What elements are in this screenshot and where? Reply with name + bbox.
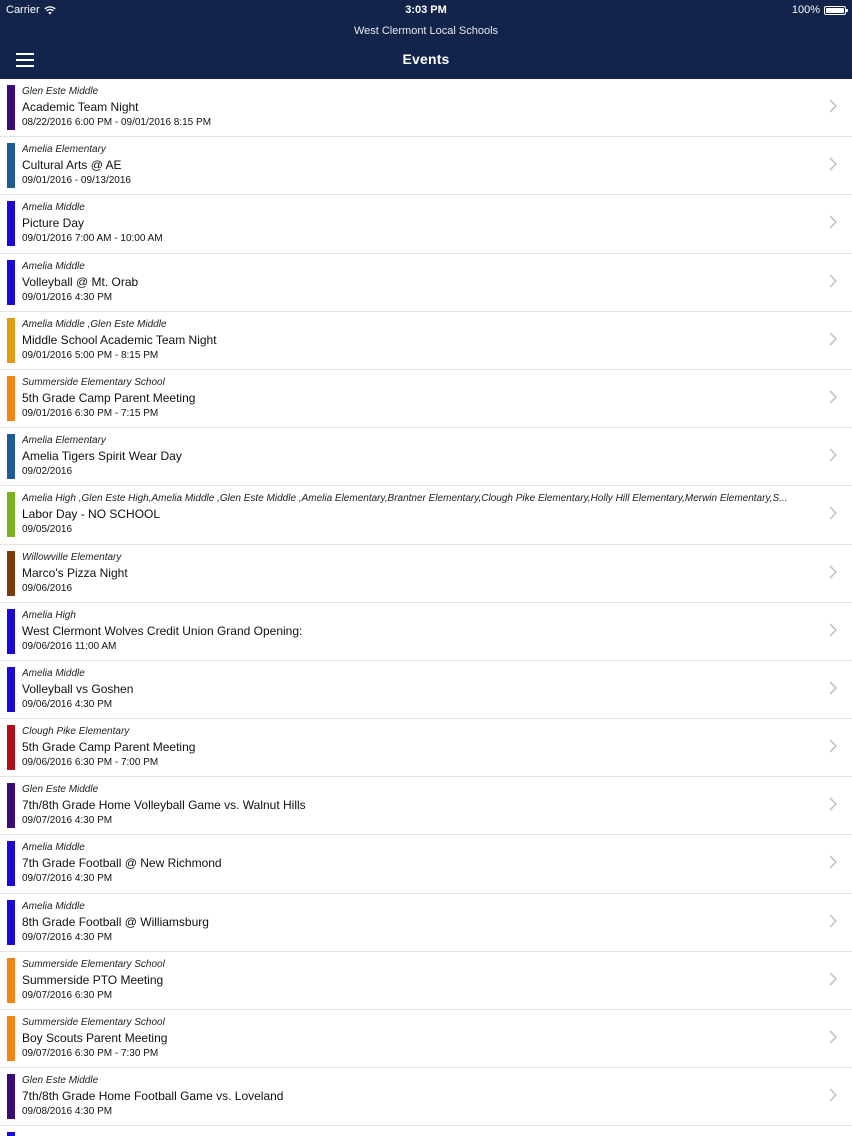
event-row[interactable] <box>0 719 852 777</box>
chevron-right-icon <box>828 914 838 928</box>
chevron-right-icon <box>828 797 838 811</box>
event-title: 8th Grade Football @ Williamsburg <box>22 914 209 929</box>
chevron-right-icon <box>828 972 838 986</box>
event-title: Cultural Arts @ AE <box>22 158 122 173</box>
chevron-right-icon <box>828 332 838 346</box>
school-color-bar <box>7 143 15 188</box>
event-school: Amelia Middle <box>22 667 85 679</box>
chevron-right-icon <box>828 1030 838 1044</box>
event-title: Academic Team Night <box>22 100 139 114</box>
event-row[interactable] <box>0 254 852 312</box>
chevron-right-icon <box>828 681 838 695</box>
event-row[interactable] <box>0 370 852 428</box>
chevron-right-icon <box>828 215 838 229</box>
event-title: 7th/8th Grade Home Volleyball Game vs. Walnut Hills <box>22 798 306 813</box>
event-row[interactable] <box>0 486 852 544</box>
chevron-right-icon <box>828 99 838 113</box>
event-date: 09/01/2016 5:00 PM - 8:15 PM <box>22 349 159 361</box>
school-color-bar <box>7 609 15 654</box>
event-school: Amelia High <box>22 609 76 621</box>
event-school: Summerside Elementary School <box>22 1017 165 1028</box>
school-color-bar <box>7 318 15 363</box>
app-title: West Clermont Local Schools <box>353 25 499 37</box>
status-time: 3:03 PM <box>405 4 447 16</box>
school-color-bar <box>7 260 15 305</box>
school-color-bar <box>7 900 15 945</box>
event-row[interactable] <box>0 952 852 1010</box>
event-date: 09/01/2016 6:30 PM - 7:15 PM <box>22 407 159 419</box>
event-title: 5th Grade Camp Parent Meeting <box>22 390 196 405</box>
event-row[interactable] <box>0 603 852 661</box>
event-date: 09/01/2016 7:00 AM - 10:00 AM <box>22 233 163 245</box>
event-title: Middle School Academic Team Night <box>22 332 217 347</box>
event-date: 09/07/2016 6:30 PM - 7:30 PM <box>22 1048 159 1059</box>
status-battery <box>792 0 846 20</box>
event-date: 08/22/2016 6:00 PM - 09/01/2016 8:15 PM <box>22 117 212 128</box>
event-date: 09/08/2016 4:30 PM <box>22 1106 113 1118</box>
event-date: 09/07/2016 4:30 PM <box>22 873 113 885</box>
chevron-right-icon <box>828 565 838 579</box>
event-row[interactable] <box>0 79 852 137</box>
event-row[interactable] <box>0 777 852 835</box>
event-title: Picture Day <box>22 216 85 231</box>
battery-icon <box>824 6 846 15</box>
chevron-right-icon <box>828 855 838 869</box>
event-school: Glen Este Middle <box>22 86 99 97</box>
event-date: 09/06/2016 <box>22 582 73 594</box>
event-title: West Clermont Wolves Credit Union Grand Opening: <box>22 623 303 638</box>
chevron-right-icon <box>828 157 838 171</box>
event-school: Glen Este Middle <box>22 1075 99 1087</box>
event-school: Amelia Middle ,Glen Este Middle <box>22 318 167 330</box>
event-row[interactable] <box>0 1126 852 1136</box>
event-title: Amelia Tigers Spirit Wear Day <box>22 449 182 464</box>
event-date: 09/07/2016 4:30 PM <box>22 931 113 943</box>
school-color-bar <box>7 725 15 770</box>
event-row[interactable] <box>0 195 852 253</box>
event-school: Amelia Middle <box>22 260 85 272</box>
event-school: Amelia Middle <box>22 900 85 912</box>
school-color-bar <box>7 551 15 596</box>
chevron-right-icon <box>828 506 838 520</box>
event-date: 09/07/2016 4:30 PM <box>22 815 113 827</box>
event-title: Summerside PTO Meeting <box>22 972 164 987</box>
event-date: 09/07/2016 6:30 PM <box>22 989 113 1001</box>
chevron-right-icon <box>828 448 838 462</box>
event-list <box>0 79 852 1136</box>
event-row[interactable] <box>0 894 852 952</box>
event-date: 09/01/2016 - 09/13/2016 <box>22 175 131 187</box>
event-date: 09/01/2016 4:30 PM <box>22 291 113 303</box>
event-title: Labor Day - NO SCHOOL <box>22 507 161 522</box>
school-color-bar <box>7 492 15 537</box>
event-row[interactable] <box>0 137 852 195</box>
event-row[interactable] <box>0 312 852 370</box>
event-school: Amelia Elementary <box>22 144 106 156</box>
school-color-bar <box>7 783 15 828</box>
chevron-right-icon <box>828 739 838 753</box>
event-date: 09/06/2016 11:00 AM <box>22 640 117 652</box>
school-color-bar <box>7 85 15 130</box>
chevron-right-icon <box>828 623 838 637</box>
event-title: Marco's Pizza Night <box>22 565 128 580</box>
event-row[interactable] <box>0 545 852 603</box>
school-color-bar <box>7 667 15 712</box>
event-date: 09/05/2016 <box>22 524 73 536</box>
event-title: Volleyball vs Goshen <box>22 681 134 696</box>
header <box>0 0 852 79</box>
school-color-bar <box>7 1074 15 1119</box>
event-title: Volleyball @ Mt. Orab <box>22 274 139 289</box>
status-bar <box>0 0 852 20</box>
event-date: 09/06/2016 4:30 PM <box>22 698 113 710</box>
event-row[interactable] <box>0 835 852 893</box>
school-color-bar <box>7 1016 15 1061</box>
school-color-bar <box>7 201 15 246</box>
event-date: 09/02/2016 <box>22 466 73 478</box>
school-color-bar <box>7 841 15 886</box>
event-title: Boy Scouts Parent Meeting <box>22 1031 168 1045</box>
event-row[interactable] <box>0 1010 852 1068</box>
event-school: Willowville Elementary <box>22 551 122 563</box>
event-school: Glen Este Middle <box>22 784 99 796</box>
event-school: Summerside Elementary School <box>22 376 165 388</box>
chevron-right-icon <box>828 1088 838 1102</box>
event-date: 09/06/2016 6:30 PM - 7:00 PM <box>22 757 159 769</box>
chevron-right-icon <box>828 390 838 404</box>
chevron-right-icon <box>828 274 838 288</box>
event-row[interactable] <box>0 1068 852 1126</box>
event-school: Amelia High ,Glen Este High,Amelia Middle ,Glen Este Middle ,Amelia Elementary,Brantner Elementary,Clough Pike Elementary,Holly Hill Elementary,Merwin Elementary,S... <box>22 493 788 505</box>
event-school: Summerside Elementary School <box>22 958 165 970</box>
page-title: Events <box>402 51 450 67</box>
event-title: 7th/8th Grade Home Football Game vs. Loveland <box>22 1089 284 1104</box>
school-color-bar <box>7 1132 15 1136</box>
school-color-bar <box>7 376 15 421</box>
school-color-bar <box>7 434 15 479</box>
event-row[interactable] <box>0 661 852 719</box>
school-color-bar <box>7 958 15 1003</box>
event-school: Amelia Middle <box>22 202 85 214</box>
event-title: 5th Grade Camp Parent Meeting <box>22 740 196 755</box>
event-school: Clough Pike Elementary <box>22 726 130 738</box>
event-school: Amelia Middle <box>22 842 85 854</box>
battery-percent: 100% <box>791 4 820 16</box>
event-title: 7th Grade Football @ New Richmond <box>22 856 222 871</box>
event-row[interactable] <box>0 428 852 486</box>
event-school: Amelia Elementary <box>22 435 106 447</box>
carrier-label: Carrier <box>6 4 40 16</box>
